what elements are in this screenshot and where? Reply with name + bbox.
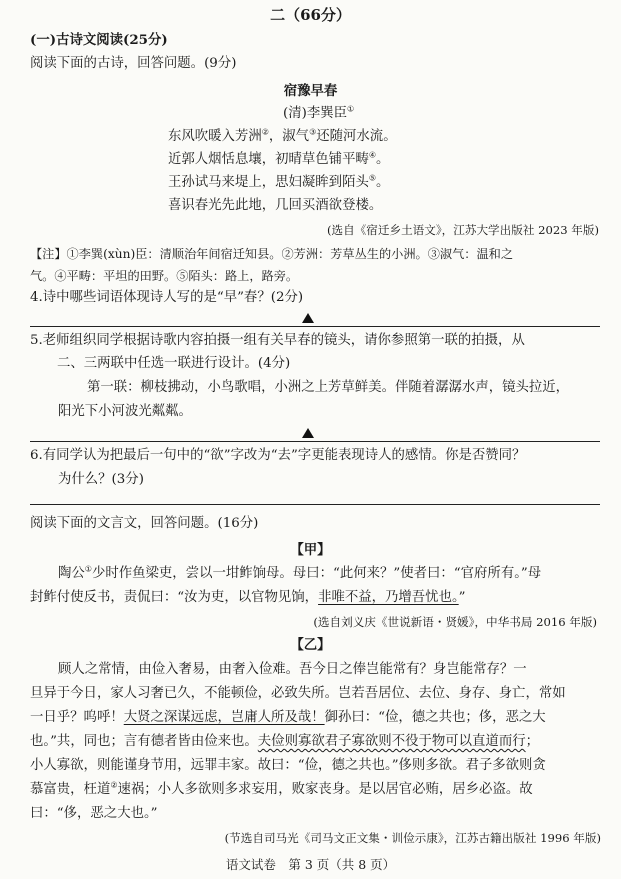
poem-line: 近郭人烟恬息壤，初晴草色铺平畴④。 (168, 150, 390, 167)
notes-line: 气。④平畴：平坦的田野。⑤陌头：路上，路旁。 (30, 269, 299, 283)
yi-line: 也。”共，同也；言有德者皆由俭来也。夫俭则寡欲君子寡欲则不役于物可以直道而行； (30, 734, 539, 749)
yi-title: 【乙】 (290, 637, 331, 653)
poem-author-name: (清)李巽臣 (283, 106, 348, 121)
question-4: 4.诗中哪些词语体现诗人写的是“早”春？(2分) (30, 290, 304, 305)
question-5-cont: 二、三两联中任选一联进行设计。(4分) (57, 356, 291, 371)
answer-line[interactable] (30, 326, 600, 327)
jia-title: 【甲】 (290, 542, 331, 558)
question-5-example: 阳光下小河波光粼粼。 (58, 404, 192, 419)
poem-author-note: ① (347, 104, 355, 114)
answer-line[interactable] (30, 504, 600, 505)
part-title: (一)古诗文阅读(25分) (30, 32, 168, 48)
poem-line: 王孙试马来堤上，思妇凝眸到陌头⑤。 (168, 173, 390, 190)
yi-line: 一日乎？呜呼！大贤之深谋远虑，岂庸人所及哉！御孙曰：“俭，德之共也；侈，恶之大 (30, 710, 546, 725)
question-5-example: 第一联：柳枝拂动，小鸟歌唱，小洲之上芳草鲜美。伴随着潺潺水声，镜头拉近， (87, 380, 570, 395)
jia-source: (选自刘义庆《世说新语・贤媛》，中华书局 2016 年版) (313, 615, 597, 629)
yi-line: 曰：“侈，恶之大也。” (30, 806, 158, 821)
poem-line: 喜识春光先此地，几回买酒欲登楼。 (168, 198, 383, 213)
poem-line: 东风吹暖入芳洲②，淑气③还随河水流。 (168, 127, 397, 144)
poem-source: (选自《宿迁乡土语文》，江苏大学出版社 2023 年版) (327, 223, 599, 237)
question-6-cont: 为什么？(3分) (58, 472, 144, 487)
wavy-underlined-sentence: 夫俭则寡欲君子寡欲则不役于物可以直道而行 (257, 734, 526, 749)
yi-source: (节选自司马光《司马文正文集・训俭示康》，江苏古籍出版社 1996 年版) (224, 831, 601, 845)
answer-line[interactable] (30, 441, 600, 442)
answer-marker-icon (302, 313, 314, 323)
poem-title: 宿豫早春 (283, 83, 338, 99)
answer-marker-icon (302, 428, 314, 438)
yi-line: 慕富贵，枉道②速祸；小人多欲则多求妄用，败家丧身。是以居官必贿，居乡必盗。故 (30, 780, 533, 797)
question-6: 6.有同学认为把最后一句中的“欲”字改为“去”字更能表现诗人的感情。你是否赞同？ (30, 448, 526, 463)
yi-line: 小人寡欲，则能谨身节用，远罪丰家。故曰：“俭，德之共也。”侈则多欲。君子多欲则贪 (30, 758, 546, 773)
jia-line: 陶公①少时作鱼梁吏，尝以一坩鲊饷母。母曰：“此何来？”使者曰：“官府所有。”母 (58, 564, 542, 581)
prose-instruction: 阅读下面的文言文，回答问题。(16分) (30, 516, 259, 531)
page-footer: 语文试卷 第 3 页（共 8 页） (225, 857, 396, 872)
yi-line: 旦异于今日，家人习奢已久，不能顿俭，必致失所。岂若吾居位、去位、身存、身亡，常如 (30, 686, 566, 701)
notes-line: 【注】①李巽(xùn)臣：清顺治年间宿迁知县。②芳洲：芳草丛生的小洲。③淑气：温和之 (30, 247, 514, 261)
poem-instruction: 阅读下面的古诗，回答问题。(9分) (30, 56, 237, 71)
poem-author (283, 105, 354, 123)
question-5: 5.老师组织同学根据诗歌内容拍摄一组有关早春的镜头，请你参照第一联的拍摄，从 (30, 333, 525, 348)
underlined-sentence: 非唯不益，乃增吾忧也。 (318, 590, 459, 605)
yi-line: 顾人之常情，由俭入奢易，由奢入俭难。吾今日之俸岂能常有？身岂能常存？一 (58, 662, 527, 677)
underlined-sentence: 大贤之深谋远虑，岂庸人所及哉！ (123, 710, 325, 725)
section-header: 二（66分） (270, 6, 351, 24)
jia-line: 封鲊付使反书，责侃曰：“汝为吏，以官物见饷，非唯不益，乃增吾忧也。” (30, 590, 466, 605)
